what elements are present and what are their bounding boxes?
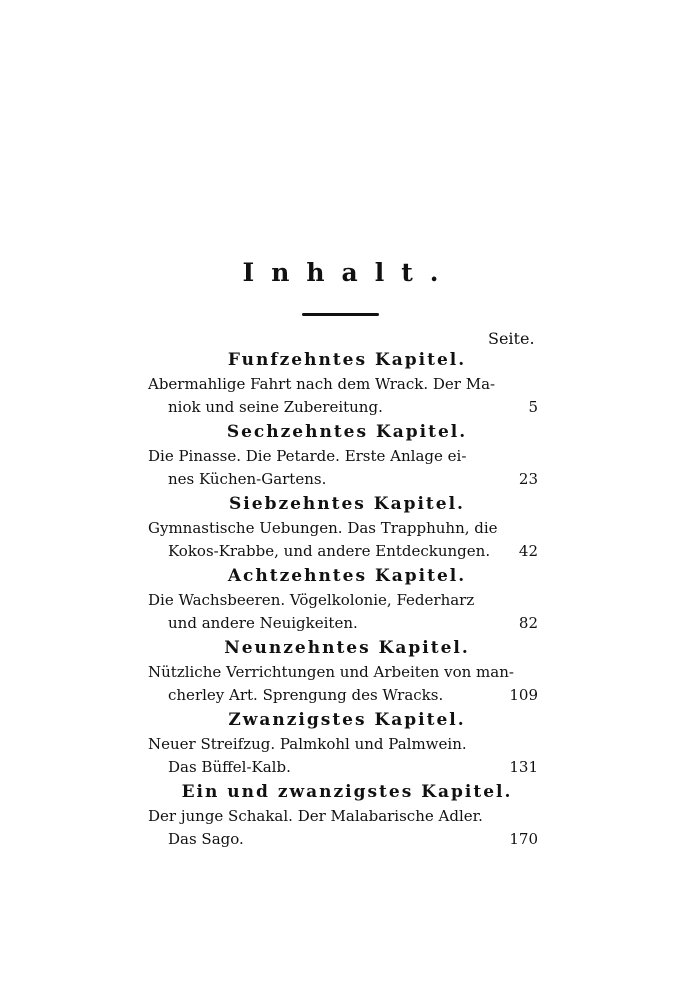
chapter-heading: Ein und zwanzigstes Kapitel. [181,782,513,802]
chapter-summary-line [148,684,540,707]
page-number: 5 [528,398,538,416]
chapter-summary-line: Neuer Streifzug. Palmkohl und Palmwein. [148,735,467,753]
toc-chapter [148,419,540,491]
chapter-heading: Siebzehntes Kapitel. [229,494,465,514]
chapter-summary-text: Das Sago. [168,830,244,848]
toc-chapter [148,347,540,419]
chapter-summary-text: Kokos-Krabbe, und andere Entdeckungen. [168,542,491,560]
page-number: 109 [509,686,538,704]
toc-chapter [148,563,540,635]
toc-chapter [148,779,540,851]
chapter-summary-text: Das Büffel-Kalb. [168,758,291,776]
page-number: 23 [518,470,538,488]
chapter-summary-line: Die Pinasse. Die Petarde. Erste Anlage ei- [148,447,467,465]
chapter-heading: Zwanzigstes Kapitel. [228,710,466,730]
title-rule [302,313,379,316]
page-number: 42 [518,542,538,560]
chapter-summary-text: nes Küchen-Gartens. [168,470,327,488]
chapter-summary-line: Nützliche Verrichtungen und Arbeiten von man- [148,663,514,681]
page-number: 131 [509,758,538,776]
chapter-summary-line: Gymnastische Uebungen. Das Trapphuhn, die [148,519,498,537]
page-number: 82 [518,614,538,632]
chapter-summary-line [148,828,540,851]
chapter-heading: Neunzehntes Kapitel. [224,638,470,658]
toc-chapter [148,491,540,563]
table-of-contents [148,347,540,851]
page-column-label: Seite. [488,329,535,348]
chapter-summary-line: Die Wachsbeeren. Vögelkolonie, Federharz [148,591,475,609]
chapter-summary-line: Abermahlige Fahrt nach dem Wrack. Der Ma- [148,375,496,393]
chapter-heading: Achtzehntes Kapitel. [227,566,467,586]
chapter-summary-line [148,612,540,635]
chapter-summary-line: Der junge Schakal. Der Malabarische Adler. [148,807,483,825]
chapter-summary-text: cherley Art. Sprengung des Wracks. [168,686,444,704]
chapter-summary-text: und andere Neuigkeiten. [168,614,358,632]
chapter-summary-line [148,396,540,419]
chapter-summary-text: niok und seine Zubereitung. [168,398,383,416]
chapter-heading: Funfzehntes Kapitel. [227,350,467,370]
chapter-summary-line [148,468,540,491]
page-title: Inhalt. [242,258,456,287]
chapter-summary-line [148,540,540,563]
toc-chapter [148,707,540,779]
chapter-heading: Sechzehntes Kapitel. [226,422,468,442]
toc-chapter [148,635,540,707]
chapter-summary-line [148,756,540,779]
page-number: 170 [509,830,538,848]
